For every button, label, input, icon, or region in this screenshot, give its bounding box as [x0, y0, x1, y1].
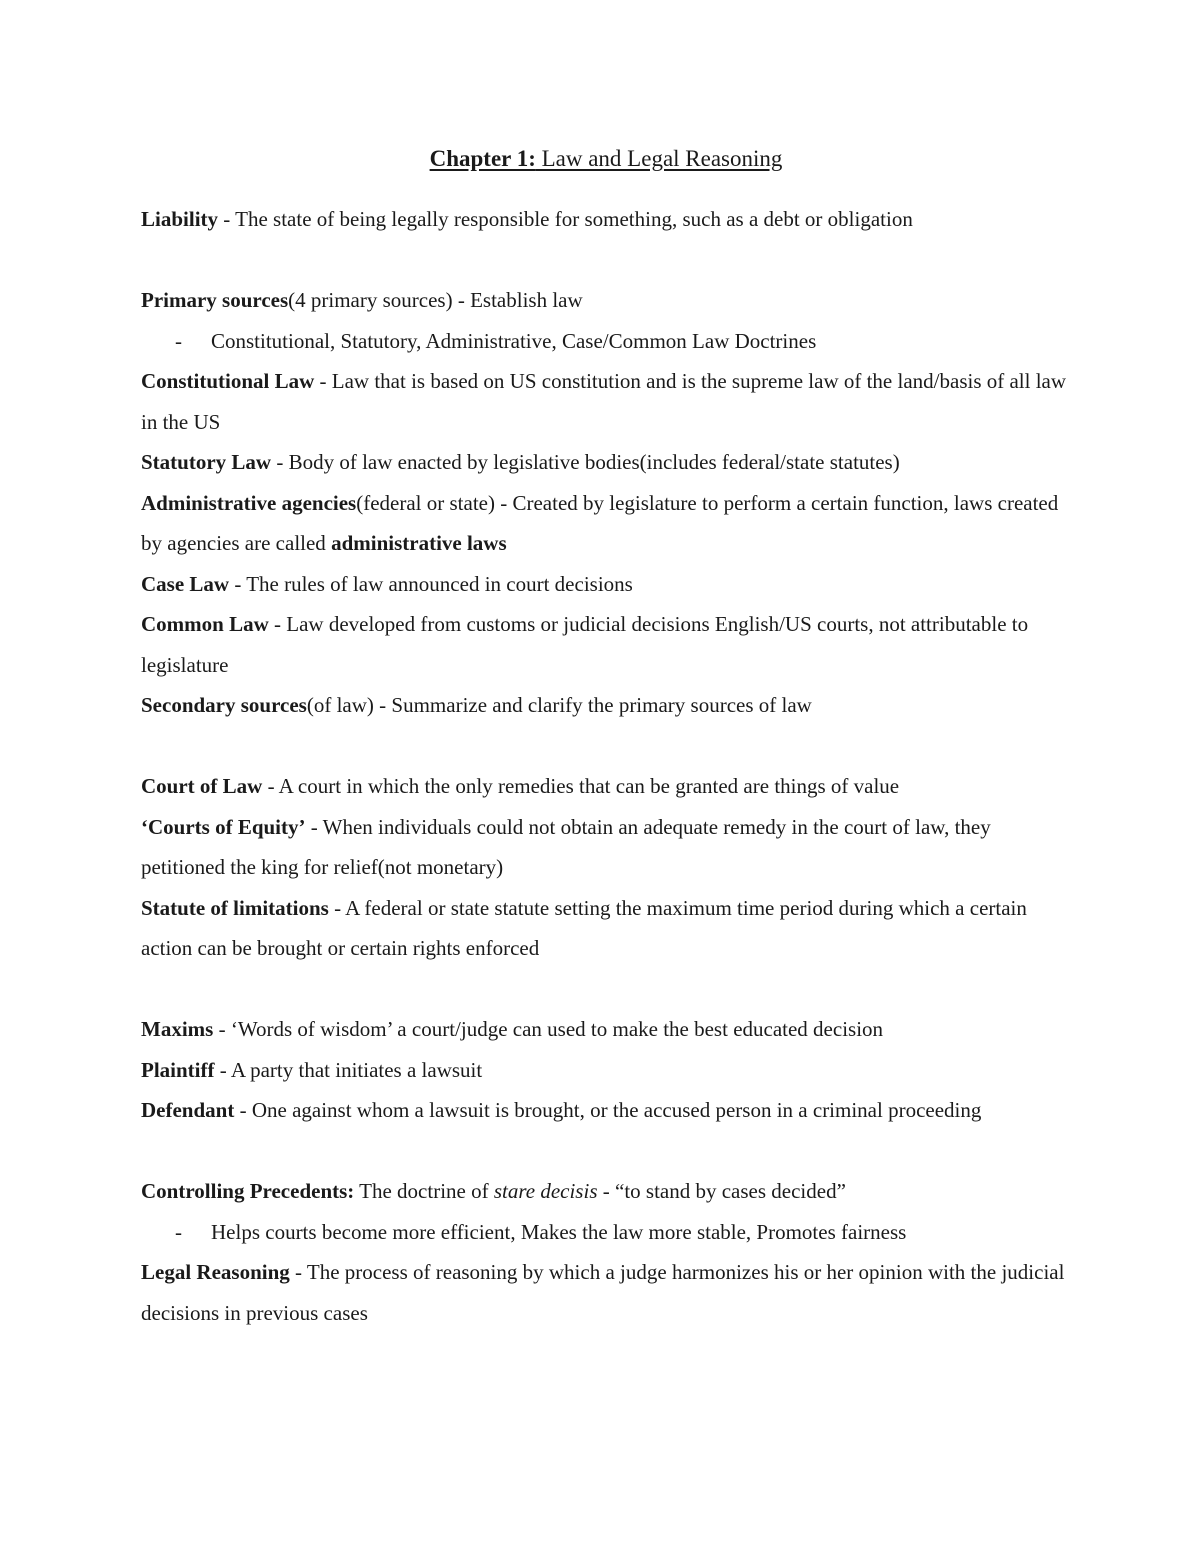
entry-secondary-sources [141, 685, 1071, 726]
definition: (of law) - Summarize and clarify the primary sources of law [306, 693, 812, 717]
entry-plaintiff [141, 1050, 1071, 1091]
definition: - Law developed from customs or judicial decisions English/US courts, not attributable to legislature [141, 612, 1029, 677]
document-page [141, 138, 1071, 1333]
entry-common-law [141, 604, 1071, 685]
bullet-dash: - [175, 328, 182, 353]
term: Liability [141, 207, 219, 231]
term: Case Law [141, 571, 230, 596]
definition: - The state of being legally responsible for something, such as a debt or obligation [218, 207, 913, 231]
definition: - Body of law enacted by legislative bodies(includes federal/state statutes) [271, 450, 900, 474]
definition: (4 primary sources) - Establish law [288, 288, 583, 312]
entry-case-law [141, 564, 1071, 605]
entry-statutory-law [141, 442, 1071, 483]
definition: The doctrine of [354, 1179, 494, 1203]
spacer [141, 240, 1071, 281]
term: Maxims [141, 1017, 214, 1041]
term: Administrative agencies [141, 490, 357, 515]
term: Common Law [141, 612, 269, 636]
term: Court of Law [141, 774, 263, 798]
entry-constitutional-law [141, 361, 1071, 442]
entry-maxims [141, 1009, 1071, 1050]
entry-court-of-law [141, 766, 1071, 807]
definition: - “to stand by cases decided” [597, 1179, 846, 1203]
term: Statutory Law [141, 450, 272, 474]
definition: - One against whom a lawsuit is brought, or the accused person in a criminal proceeding [234, 1098, 982, 1122]
spacer [141, 726, 1071, 767]
definition: - When individuals could not obtain an adequate remedy in the court of law, they petitioned the king for relief(not monetary) [141, 814, 991, 879]
chapter-subject: Law and Legal Reasoning [535, 146, 783, 171]
term: Controlling Precedents: [141, 1179, 355, 1203]
bullet-dash: - [175, 1219, 182, 1244]
page-title [141, 138, 1071, 180]
term: Plaintiff [141, 1057, 215, 1082]
definition-emphasis: administrative laws [331, 531, 507, 555]
definition: - Law that is based on US constitution and is the supreme law of the land/basis of all law in the US [141, 369, 1067, 434]
entry-liability [141, 199, 1071, 240]
spacer [141, 180, 1071, 199]
definition: - A court in which the only remedies that can be granted are things of value [262, 774, 900, 798]
definition: - The process of reasoning by which a judge harmonizes his or her opinion with the judicial decisions in previous cases [141, 1260, 1065, 1325]
term: Secondary sources [141, 693, 307, 717]
definition: - The rules of law announced in court decisions [229, 571, 633, 596]
definition: (federal or state) - Created by legislature to perform a certain function, laws created by agencies are called [141, 490, 1059, 555]
term: Constitutional Law [141, 369, 315, 393]
bullet-text: Constitutional, Statutory, Administrative, Case/Common Law Doctrines [211, 328, 817, 353]
term: Legal Reasoning [141, 1260, 290, 1284]
entry-courts-of-equity [141, 807, 1071, 888]
entry-legal-reasoning [141, 1252, 1071, 1333]
entry-defendant [141, 1090, 1071, 1131]
entry-controlling-precedents [141, 1171, 1071, 1212]
spacer [141, 969, 1071, 1010]
entry-statute-of-limitations [141, 888, 1071, 969]
definition: - A federal or state statute setting the maximum time period during which a certain action can be brought or certain rights enforced [141, 895, 1027, 960]
entry-administrative-agencies [141, 483, 1071, 564]
bullet-item [141, 321, 1071, 362]
term: Primary sources [141, 288, 289, 312]
bullet-item [141, 1212, 1071, 1253]
chapter-label: Chapter 1: [429, 146, 536, 171]
term: ‘Courts of Equity’ [141, 814, 306, 839]
spacer [141, 1131, 1071, 1172]
entry-primary-sources [141, 280, 1071, 321]
term: Statute of limitations [141, 895, 329, 920]
definition: - A party that initiates a lawsuit [214, 1057, 483, 1082]
term: Defendant [141, 1098, 235, 1122]
bullet-text: Helps courts become more efficient, Makes the law more stable, Promotes fairness [211, 1219, 907, 1244]
definition: - ‘Words of wisdom’ a court/judge can used to make the best educated decision [213, 1017, 884, 1041]
definition-italic: stare decisis [493, 1179, 598, 1203]
